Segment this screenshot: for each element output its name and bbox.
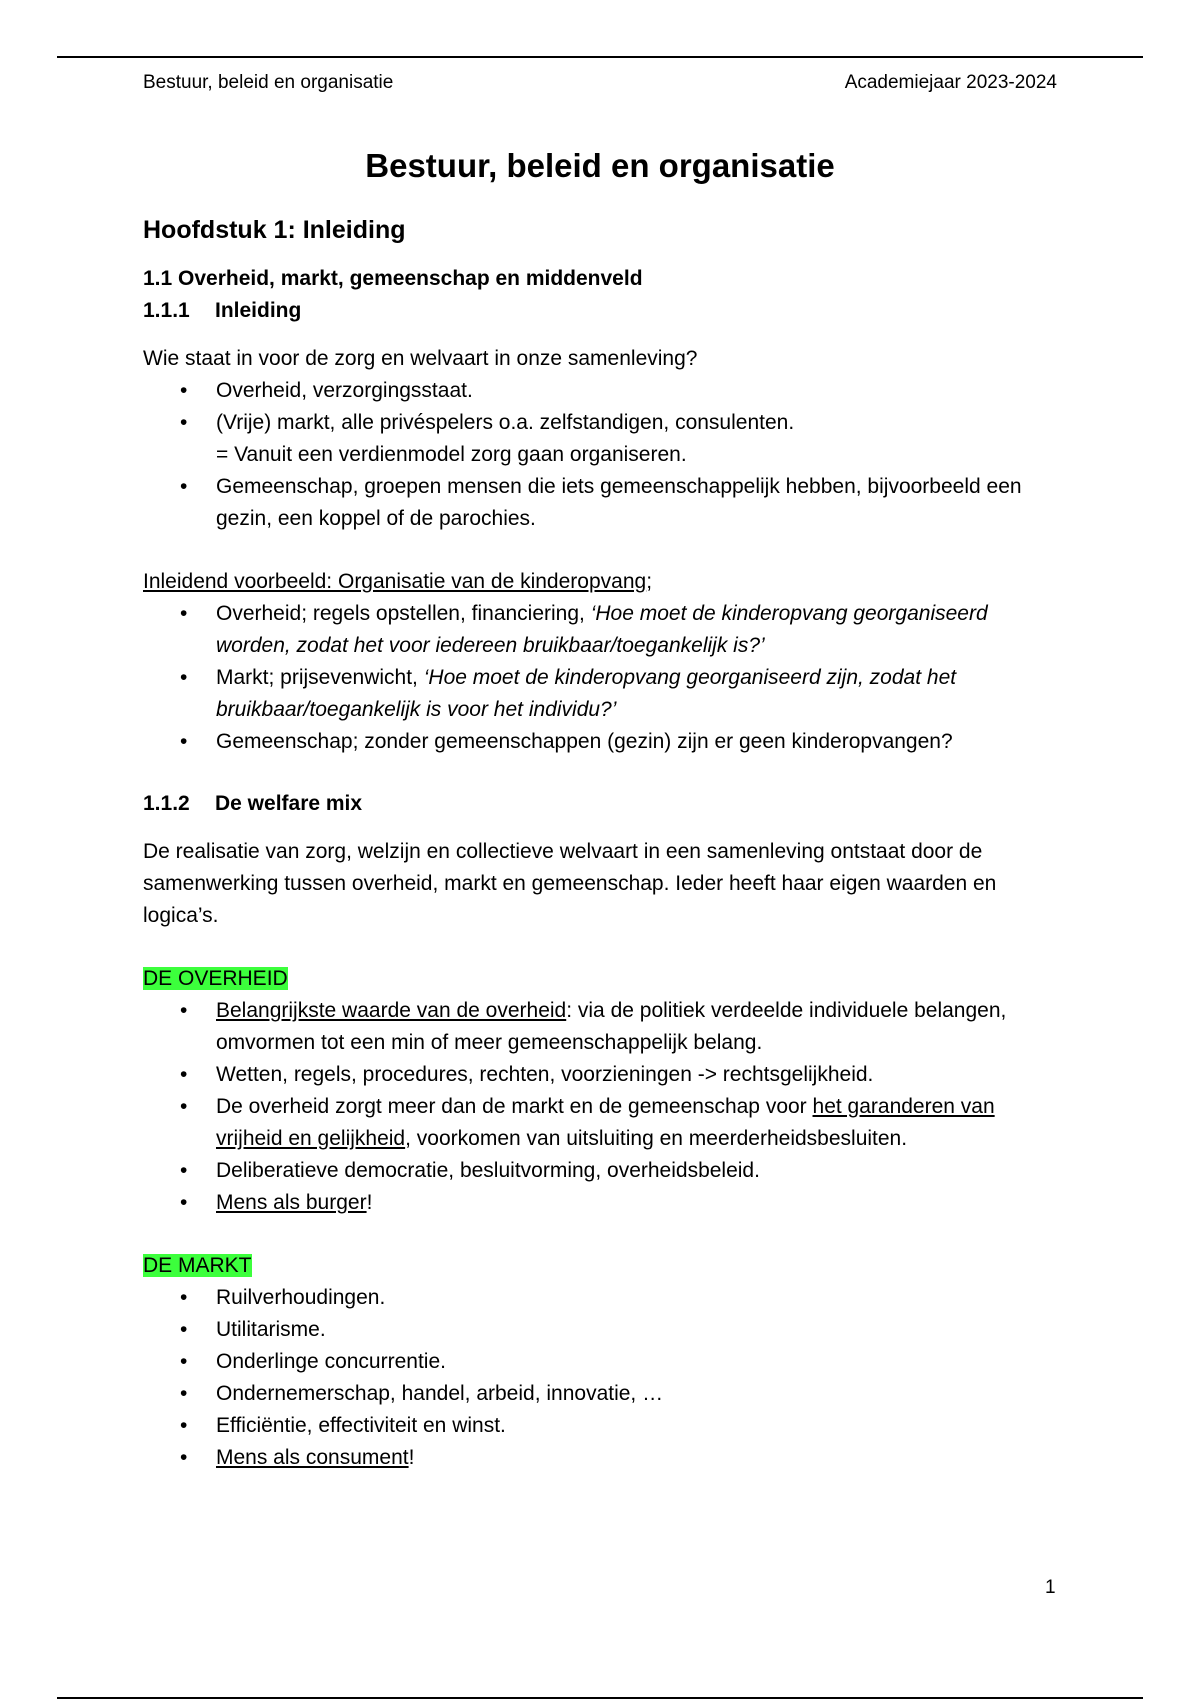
list-item: • Gemeenschap, groepen mensen die iets gemeenschappelijk hebben, bijvoorbeeld een gezin, een koppel of de parochies. (143, 471, 1057, 535)
list-item: • Overheid, verzorgingsstaat. (143, 375, 1057, 407)
running-header-year: Academiejaar 2023-2024 (844, 72, 1057, 93)
page-number: 1 (1045, 1577, 1056, 1598)
subsection-heading-welfare-mix (143, 788, 1057, 820)
welfare-paragraph: De realisatie van zorg, welzijn en collectieve welvaart in een samenleving ontstaat door de samenwerking tussen overheid, markt en gemeenschap. Ieder heeft haar eigen waarden en logica’s. (143, 840, 997, 927)
list-item: • Efficiëntie, effectiviteit en winst. (143, 1410, 1057, 1442)
document-title: Bestuur, beleid en organisatie (365, 147, 835, 184)
list-item: • Overheid; regels opstellen, financiering, ‘Hoe moet de kinderopvang georganiseerd worden, zodat het voor iedereen bruikbaar/toegankelijk is?’ (143, 598, 1057, 662)
overheid-list (143, 995, 1057, 1219)
markt-list (143, 1282, 1057, 1474)
list-item: • Gemeenschap; zonder gemeenschappen (gezin) zijn er geen kinderopvangen? (143, 726, 1057, 758)
list-item: • (Vrije) markt, alle privéspelers o.a. zelfstandigen, consulenten. = Vanuit een verdienmodel zorg gaan organiseren. (143, 407, 1057, 471)
bullet-icon: • (180, 1095, 188, 1118)
subsection-label: Inleiding (215, 299, 302, 322)
section-heading: 1.1 Overheid, markt, gemeenschap en middenveld (143, 267, 643, 290)
list-item: • Deliberatieve democratie, besluitvorming, overheidsbeleid. (143, 1155, 1057, 1187)
bullet-icon: • (180, 1414, 188, 1437)
bullet-icon: • (180, 1063, 188, 1086)
list-item: • Utilitarisme. (143, 1314, 1057, 1346)
subsection-number: 1.1.1 (143, 299, 190, 322)
subsection-number: 1.1.2 (143, 792, 190, 815)
intro-question: Wie staat in voor de zorg en welvaart in onze samenleving? (143, 347, 698, 370)
example-heading: Inleidend voorbeeld: Organisatie van de kinderopvang; (143, 570, 653, 593)
header-rule (57, 56, 1143, 58)
bullet-icon: • (180, 411, 188, 434)
bullet-icon: • (180, 666, 188, 689)
subsection-heading-inleiding (143, 295, 1057, 327)
bullet-icon: • (180, 1382, 188, 1405)
bullet-icon: • (180, 379, 188, 402)
bullet-icon: • (180, 1286, 188, 1309)
subsection-label: De welfare mix (215, 792, 363, 815)
list-item: • Onderlinge concurrentie. (143, 1346, 1057, 1378)
bullet-icon: • (180, 1191, 188, 1214)
bullet-icon: • (180, 602, 188, 625)
bullet-icon: • (180, 1159, 188, 1182)
bullet-icon: • (180, 1318, 188, 1341)
page-content (143, 142, 1057, 1474)
bullet-icon: • (180, 1446, 188, 1469)
bullet-icon: • (180, 999, 188, 1022)
example-list (143, 598, 1057, 758)
bullet-icon: • (180, 1350, 188, 1373)
bullet-icon: • (180, 730, 188, 753)
running-header-title: Bestuur, beleid en organisatie (143, 72, 394, 93)
list-item: • Markt; prijsevenwicht, ‘Hoe moet de kinderopvang georganiseerd zijn, zodat het bruikbaar/toegankelijk is voor het individu?’ (143, 662, 1057, 726)
list-item: • De overheid zorgt meer dan de markt en de gemeenschap voor het garanderen van vrijheid en gelijkheid, voorkomen van uitsluiting en meerderheidsbesluiten. (143, 1091, 1057, 1155)
bullet-icon: • (180, 475, 188, 498)
list-item: • Ondernemerschap, handel, arbeid, innovatie, … (143, 1378, 1057, 1410)
markt-label: DE MARKT (143, 1254, 252, 1277)
list-item: • Ruilverhoudingen. (143, 1282, 1057, 1314)
overheid-label: DE OVERHEID (143, 967, 288, 990)
intro-list (143, 375, 1057, 535)
footer-rule (57, 1697, 1143, 1699)
list-item: • Mens als consument! (143, 1442, 1057, 1474)
list-item: • Belangrijkste waarde van de overheid: via de politiek verdeelde individuele belangen, omvormen tot een min of meer gemeenschappelijk belang. (143, 995, 1057, 1059)
list-item: • Wetten, regels, procedures, rechten, voorzieningen -> rechtsgelijkheid. (143, 1059, 1057, 1091)
list-item: • Mens als burger! (143, 1187, 1057, 1219)
chapter-heading: Hoofdstuk 1: Inleiding (143, 216, 406, 244)
